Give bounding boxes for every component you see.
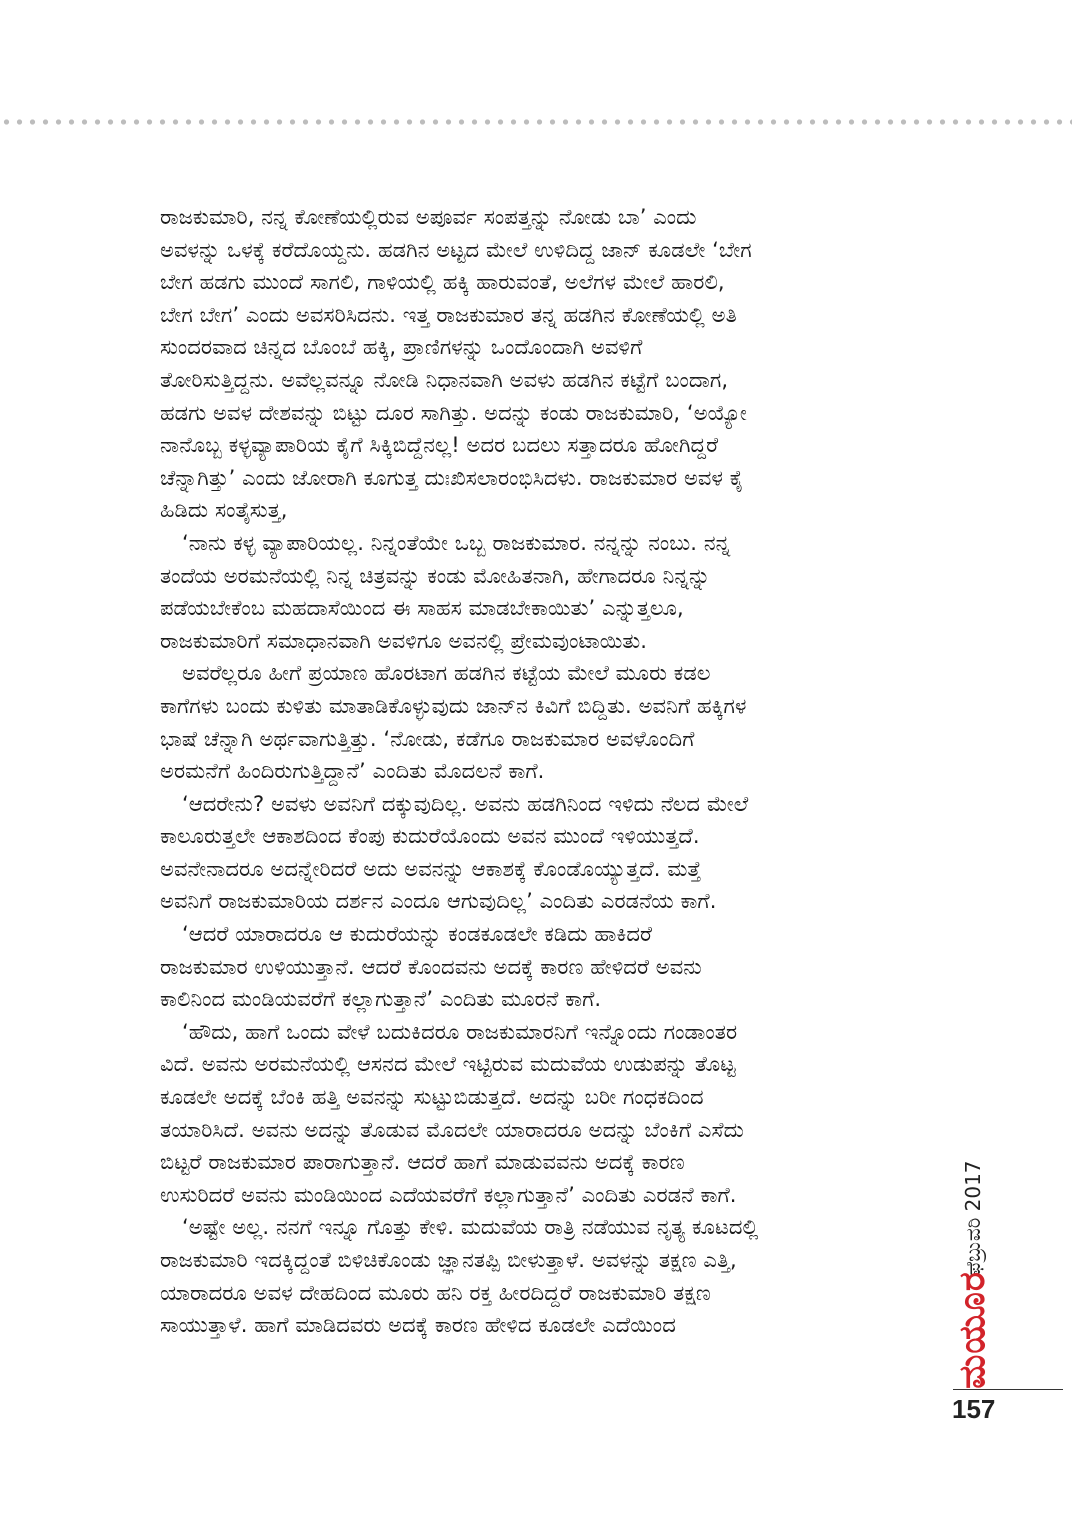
text-line: ಯಾರಾದರೂ ಅವಳ ದೇಹದಿಂದ ಮೂರು ಹನಿ ರಕ್ತ ಹೀರದಿದ್ದರೆ ರಾಜಕುಮಾರಿ ತಕ್ಷಣ xyxy=(160,1280,711,1305)
text-line: ನಾನೊಬ್ಬ ಕಳ್ಳವ್ಯಾಪಾರಿಯ ಕೈಗೆ ಸಿಕ್ಕಿಬಿದ್ದೆನಲ್ಲ! ಅದರ ಬದಲು ಸತ್ತಾದರೂ ಹೋಗಿದ್ದರೆ xyxy=(160,433,719,458)
text-line: ‘ಅಷ್ಟೇ ಅಲ್ಲ. ನನಗೆ ಇನ್ನೂ ಗೊತ್ತು ಕೇಳಿ. ಮದುವೆಯ ರಾತ್ರಿ ನಡೆಯುವ ನೃತ್ಯ ಕೂಟದಲ್ಲಿ xyxy=(182,1215,759,1240)
text-line: ‘ಹೌದು, ಹಾಗೆ ಒಂದು ವೇಳೆ ಬದುಕಿದರೂ ರಾಜಕುಮಾರನಿಗೆ ಇನ್ನೊಂದು ಗಂಡಾಂತರ xyxy=(182,1019,738,1044)
text-line: ಅರಮನೆಗೆ ಹಿಂದಿರುಗುತ್ತಿದ್ದಾನೆ’ ಎಂದಿತು ಮೊದಲನೆ ಕಾಗೆ. xyxy=(160,759,545,784)
story-text xyxy=(160,201,920,1342)
text-line: ‘ಆದರೇನು? ಅವಳು ಅವನಿಗೆ ದಕ್ಕುವುದಿಲ್ಲ. ಅವನು ಹಡಗಿನಿಂದ ಇಳಿದು ನೆಲದ ಮೇಲೆ xyxy=(182,791,749,816)
text-line: ಬಿಟ್ಟರೆ ರಾಜಕುಮಾರ ಪಾರಾಗುತ್ತಾನೆ. ಆದರೆ ಹಾಗೆ ಮಾಡುವವನು ಅದಕ್ಕೆ ಕಾರಣ xyxy=(160,1150,685,1175)
footer-rail xyxy=(945,1108,1005,1389)
text-line: ಅವರೆಲ್ಲರೂ ಹೀಗೆ ಪ್ರಯಾಣ ಹೊರಟಾಗ ಹಡಗಿನ ಕಟ್ಟೆಯ ಮೇಲೆ ಮೂರು ಕಡಲ xyxy=(182,661,711,686)
text-line: ಕೂಡಲೇ ಅದಕ್ಕೆ ಬೆಂಕಿ ಹತ್ತಿ ಅವನನ್ನು ಸುಟ್ಟುಬಿಡುತ್ತದೆ. ಅದನ್ನು ಬರೀ ಗಂಧಕದಿಂದ xyxy=(160,1085,704,1110)
page-number: 157 xyxy=(952,1394,996,1424)
text-line: ಅವಳನ್ನು ಒಳಕ್ಕೆ ಕರೆದೊಯ್ದನು. ಹಡಗಿನ ಅಟ್ಟದ ಮೇಲೆ ಉಳಿದಿದ್ದ ಜಾನ್ ಕೂಡಲೇ ‘ಬೇಗ xyxy=(160,237,752,262)
text-line: ‘ನಾನು ಕಳ್ಳ ವ್ಯಾಪಾರಿಯಲ್ಲ. ನಿನ್ನಂತೆಯೇ ಒಬ್ಬ ರಾಜಕುಮಾರ. ನನ್ನನ್ನು ನಂಬು. ನನ್ನ xyxy=(182,530,731,555)
text-line: ಅವನೇನಾದರೂ ಅದನ್ನೇರಿದರೆ ಅದು ಅವನನ್ನು ಆಕಾಶಕ್ಕೆ ಕೊಂಡೊಯ್ಯುತ್ತದೆ. ಮತ್ತೆ xyxy=(160,856,702,881)
magazine-logo: ಮಯೂರ xyxy=(952,1271,993,1389)
text-line: ಅವನಿಗೆ ರಾಜಕುಮಾರಿಯ ದರ್ಶನ ಎಂದೂ ಆಗುವುದಿಲ್ಲ’ ಎಂದಿತು ಎರಡನೆಯ ಕಾಗೆ. xyxy=(160,889,717,914)
issue-date: ಫೆಬ್ರುವರಿ 2017 xyxy=(961,1160,985,1276)
page-number-rule xyxy=(953,1389,1063,1390)
text-line: ಚೆನ್ನಾಗಿತ್ತು’ ಎಂದು ಜೋರಾಗಿ ಕೂಗುತ್ತ ದುಃಖಿಸಲಾರಂಭಿಸಿದಳು. ರಾಜಕುಮಾರ ಅವಳ ಕೈ xyxy=(160,465,744,490)
text-line: ಬೇಗ ಬೇಗ’ ಎಂದು ಅವಸರಿಸಿದನು. ಇತ್ತ ರಾಜಕುಮಾರ ತನ್ನ ಹಡಗಿನ ಕೋಣೆಯಲ್ಲಿ ಅತಿ xyxy=(160,302,737,327)
text-line: ಉಸುರಿದರೆ ಅವನು ಮಂಡಿಯಿಂದ ಎದೆಯವರೆಗೆ ಕಲ್ಲಾಗುತ್ತಾನೆ’ ಎಂದಿತು ಎರಡನೆ ಕಾಗೆ. xyxy=(160,1182,737,1207)
text-line: ‘ಆದರೆ ಯಾರಾದರೂ ಆ ಕುದುರೆಯನ್ನು ಕಂಡಕೂಡಲೇ ಕಡಿದು ಹಾಕಿದರೆ xyxy=(182,922,653,947)
text-line: ತಯಾರಿಸಿದೆ. ಅವನು ಅದನ್ನು ತೊಡುವ ಮೊದಲೇ ಯಾರಾದರೂ ಅದನ್ನು ಬೆಂಕಿಗೆ ಎಸೆದು xyxy=(160,1117,744,1142)
text-line: ಸುಂದರವಾದ ಚಿನ್ನದ ಬೊಂಬೆ ಹಕ್ಕಿ, ಪ್ರಾಣಿಗಳನ್ನು ಒಂದೊಂದಾಗಿ ಅವಳಿಗೆ xyxy=(160,335,643,360)
text-line: ಕಾಗೆಗಳು ಬಂದು ಕುಳಿತು ಮಾತಾಡಿಕೊಳ್ಳುವುದು ಜಾನ್‌ನ ಕಿವಿಗೆ ಬಿದ್ದಿತು. ಅವನಿಗೆ ಹಕ್ಕಿಗಳ xyxy=(160,693,747,718)
text-line: ಪಡೆಯಬೇಕೆಂಬ ಮಹದಾಸೆಯಿಂದ ಈ ಸಾಹಸ ಮಾಡಬೇಕಾಯಿತು’ ಎನ್ನುತ್ತಲೂ, xyxy=(160,596,684,621)
text-line: ಸಾಯುತ್ತಾಳೆ. ಹಾಗೆ ಮಾಡಿದವರು ಅದಕ್ಕೆ ಕಾರಣ ಹೇಳಿದ ಕೂಡಲೇ ಎದೆಯಿಂದ xyxy=(160,1313,676,1338)
dotted-rule xyxy=(0,119,1072,125)
text-line: ರಾಜಕುಮಾರ ಉಳಿಯುತ್ತಾನೆ. ಆದರೆ ಕೊಂದವನು ಅದಕ್ಕೆ ಕಾರಣ ಹೇಳಿದರೆ ಅವನು xyxy=(160,954,702,979)
text-line: ವಿದೆ. ಅವನು ಅರಮನೆಯಲ್ಲಿ ಆಸನದ ಮೇಲೆ ಇಟ್ಟಿರುವ ಮದುವೆಯ ಉಡುಪನ್ನು ತೊಟ್ಟ xyxy=(160,1052,736,1077)
text-line: ರಾಜಕುಮಾರಿ ಇದಕ್ಕಿದ್ದಂತೆ ಬಿಳಿಚಿಕೊಂಡು ಜ್ಞಾನತಪ್ಪಿ ಬೀಳುತ್ತಾಳೆ. ಅವಳನ್ನು ತಕ್ಷಣ ಎತ್ತಿ, xyxy=(160,1248,737,1272)
text-line: ಕಾಲಿನಿಂದ ಮಂಡಿಯವರೆಗೆ ಕಲ್ಲಾಗುತ್ತಾನೆ’ ಎಂದಿತು ಮೂರನೆ ಕಾಗೆ. xyxy=(160,987,602,1012)
text-line: ತಂದೆಯ ಅರಮನೆಯಲ್ಲಿ ನಿನ್ನ ಚಿತ್ರವನ್ನು ಕಂಡು ಮೋಹಿತನಾಗಿ, ಹೇಗಾದರೂ ನಿನ್ನನ್ನು xyxy=(160,563,711,588)
text-line: ರಾಜಕುಮಾರಿ, ನನ್ನ ಕೋಣೆಯಲ್ಲಿರುವ ಅಪೂರ್ವ ಸಂಪತ್ತನ್ನು ನೋಡು ಬಾ’ ಎಂದು xyxy=(160,205,697,229)
text-line: ರಾಜಕುಮಾರಿಗೆ ಸಮಾಧಾನವಾಗಿ ಅವಳಿಗೂ ಅವನಲ್ಲಿ ಪ್ರೇಮವುಂಟಾಯಿತು. xyxy=(160,628,648,653)
text-line: ಕಾಲೂರುತ್ತಲೇ ಆಕಾಶದಿಂದ ಕೆಂಪು ಕುದುರೆಯೊಂದು ಅವನ ಮುಂದೆ ಇಳಿಯುತ್ತದೆ. xyxy=(160,824,700,849)
text-line: ಭಾಷೆ ಚೆನ್ನಾಗಿ ಅರ್ಥವಾಗುತ್ತಿತ್ತು. ‘ನೋಡು, ಕಡೆಗೂ ರಾಜಕುಮಾರ ಅವಳೊಂದಿಗೆ xyxy=(160,726,695,751)
text-line: ತೋರಿಸುತ್ತಿದ್ದನು. ಅವೆಲ್ಲವನ್ನೂ ನೋಡಿ ನಿಧಾನವಾಗಿ ಅವಳು ಹಡಗಿನ ಕಟ್ಟೆಗೆ ಬಂದಾಗ, xyxy=(160,367,729,392)
text-line: ಹಡಗು ಅವಳ ದೇಶವನ್ನು ಬಿಟ್ಟು ದೂರ ಸಾಗಿತ್ತು. ಅದನ್ನು ಕಂಡು ರಾಜಕುಮಾರಿ, ‘ಅಯ್ಯೋ xyxy=(160,400,747,425)
text-line: ಹಿಡಿದು ಸಂತೈಸುತ್ತ, xyxy=(160,498,288,523)
text-line: ಬೇಗ ಹಡಗು ಮುಂದೆ ಸಾಗಲಿ, ಗಾಳಿಯಲ್ಲಿ ಹಕ್ಕಿ ಹಾರುವಂತೆ, ಅಲೆಗಳ ಮೇಲೆ ಹಾರಲಿ, xyxy=(160,270,725,295)
